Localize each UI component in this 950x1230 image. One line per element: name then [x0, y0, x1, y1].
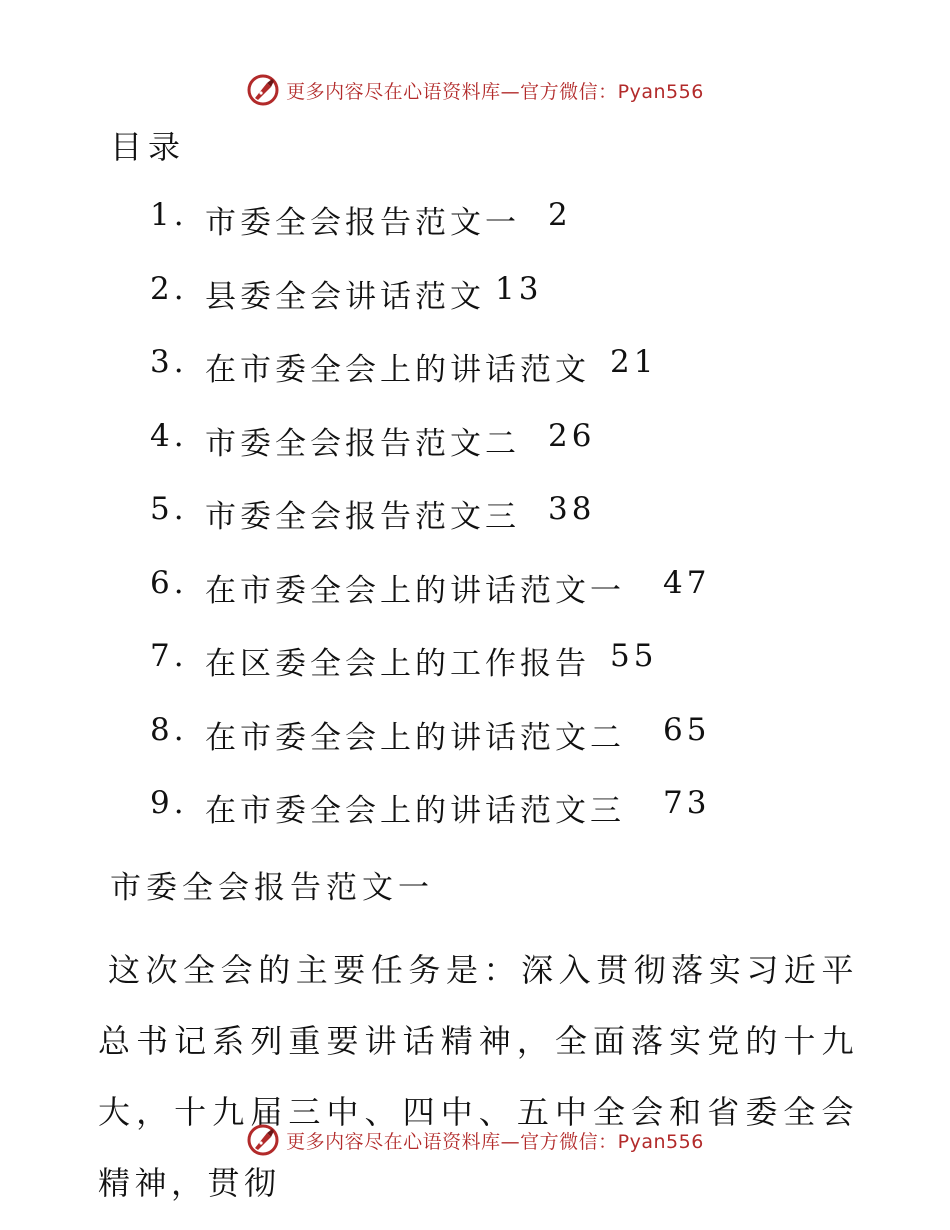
toc-item-title: 在市委全会上的讲话范文一 — [205, 572, 625, 609]
toc-item-page: 21 — [610, 344, 658, 380]
toc-item-page: 2 — [548, 197, 572, 233]
toc-item-page: 55 — [610, 638, 658, 674]
pen-nib-icon — [246, 1123, 280, 1157]
toc-item-page: 13 — [495, 270, 543, 307]
toc-item[interactable] — [150, 271, 710, 345]
toc-item-number: 2. — [150, 270, 188, 307]
toc-item-page: 65 — [663, 711, 711, 748]
toc-item[interactable] — [150, 418, 710, 492]
toc-item[interactable] — [150, 565, 710, 639]
banner-text: 更多内容尽在心语资料库—官方微信：Pyan556 — [286, 1130, 704, 1153]
header-banner — [0, 70, 950, 110]
toc-item-title: 市委全会报告范文三 — [205, 499, 520, 535]
toc-item-page: 26 — [548, 417, 596, 454]
toc-item[interactable] — [150, 638, 710, 712]
toc-item-number: 8. — [150, 711, 188, 748]
toc-item-number: 4. — [150, 417, 188, 454]
toc-item-title: 市委全会报告范文一 — [205, 205, 520, 241]
body-paragraph: 这次全会的主要任务是：深入贯彻落实习近平总书记系列重要讲话精神，全面落实党的十九大，十九届三中、四中、五中全会和省委全会精神，贯彻 — [98, 951, 858, 1202]
toc-item-number: 1. — [150, 197, 188, 233]
toc-item-title: 在市委全会上的讲话范文 — [205, 352, 590, 388]
pen-nib-icon — [246, 73, 280, 107]
toc-item-page: 47 — [663, 564, 711, 601]
toc-item-title: 在区委全会上的工作报告 — [205, 646, 590, 682]
footer-banner — [0, 1120, 950, 1160]
toc-item[interactable] — [150, 344, 710, 418]
section-title: 市委全会报告范文一 — [110, 870, 434, 906]
toc-item-title: 市委全会报告范文二 — [205, 425, 520, 462]
table-of-contents — [150, 197, 710, 859]
toc-item[interactable] — [150, 712, 710, 786]
toc-item-number: 7. — [150, 638, 188, 674]
toc-item[interactable] — [150, 197, 710, 271]
toc-item-number: 6. — [150, 564, 188, 601]
toc-item-page: 73 — [663, 785, 711, 821]
banner-text: 更多内容尽在心语资料库—官方微信：Pyan556 — [286, 80, 704, 103]
toc-item-page: 38 — [548, 491, 596, 527]
toc-title: 目录 — [110, 128, 187, 166]
toc-item-number: 5. — [150, 491, 188, 527]
toc-item-title: 在市委全会上的讲话范文三 — [205, 793, 625, 829]
toc-item-number: 3. — [150, 344, 188, 380]
toc-item-title: 县委全会讲话范文 — [205, 278, 485, 315]
toc-item-title: 在市委全会上的讲话范文二 — [205, 719, 625, 756]
toc-item[interactable] — [150, 785, 710, 859]
toc-item[interactable] — [150, 491, 710, 565]
toc-item-number: 9. — [150, 785, 188, 821]
